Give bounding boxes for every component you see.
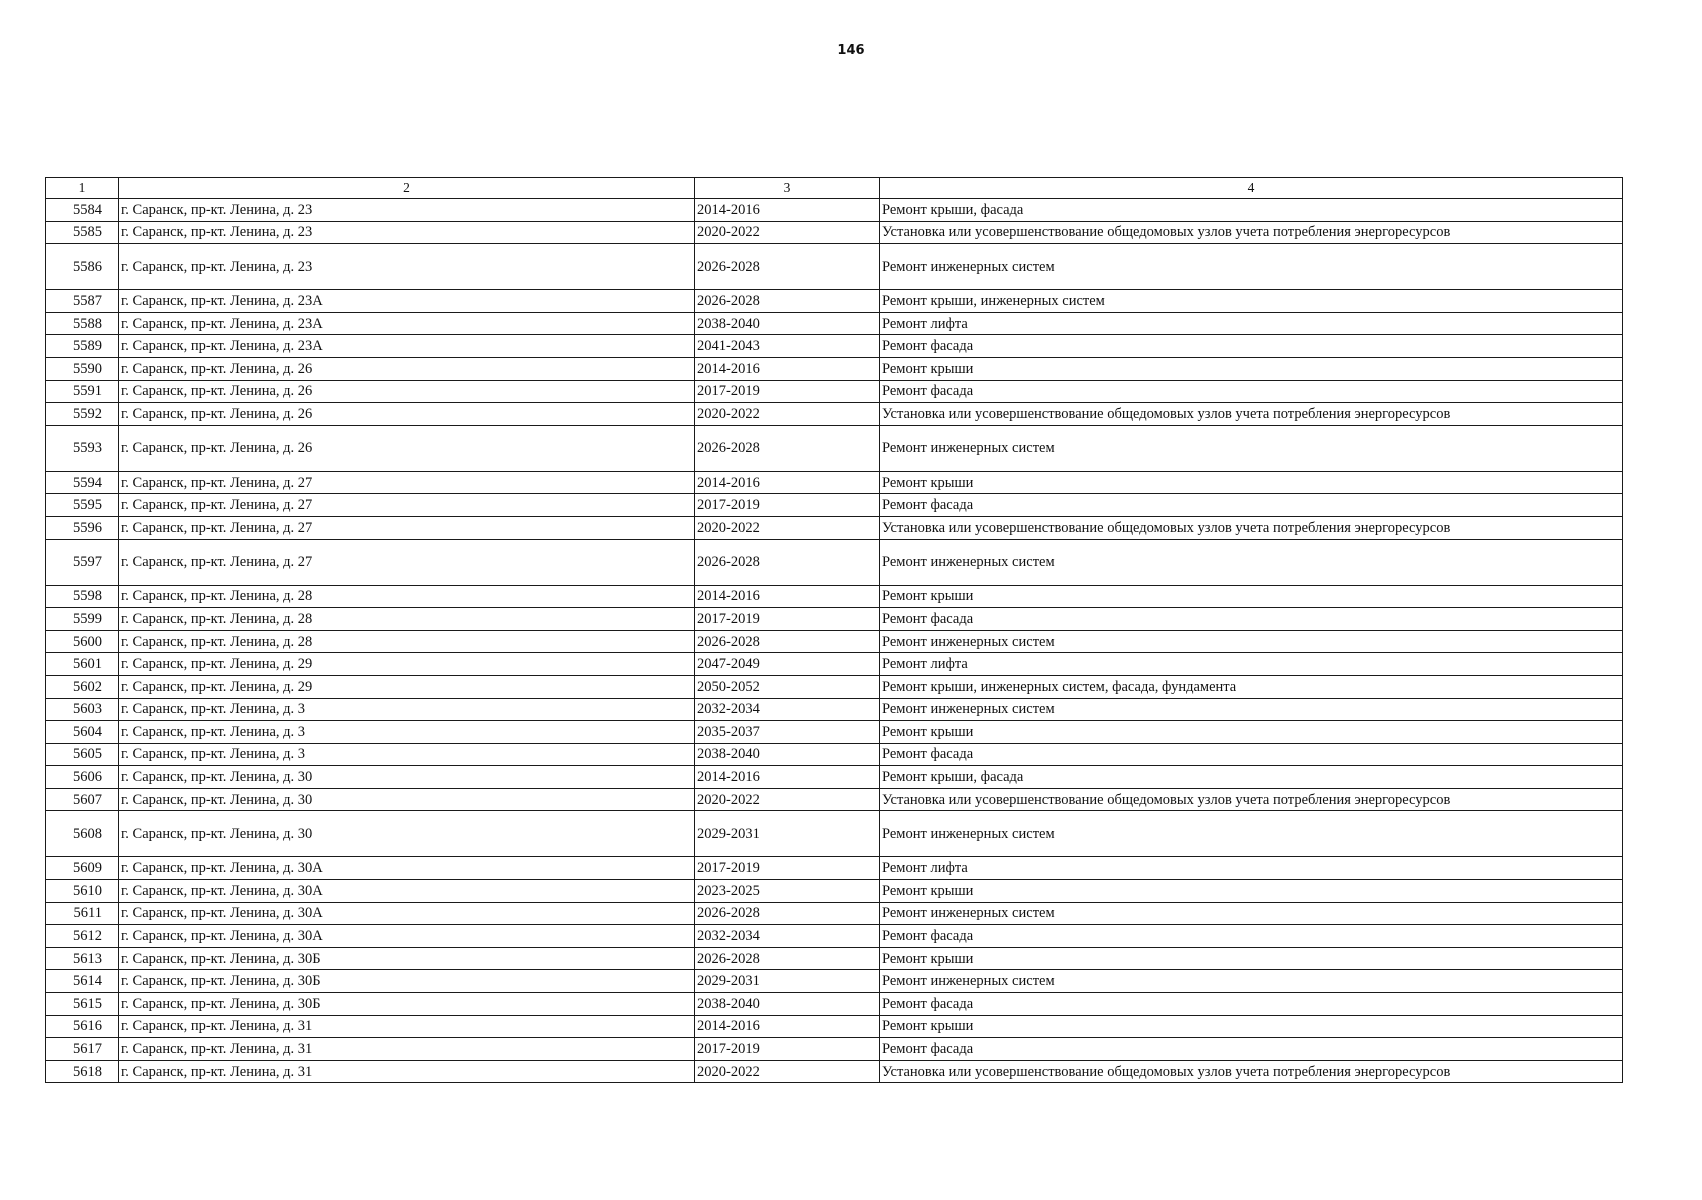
row-address: г. Саранск, пр-кт. Ленина, д. 31 (119, 1015, 695, 1038)
row-period: 2014-2016 (695, 766, 880, 789)
row-number: 5617 (46, 1038, 119, 1061)
row-period: 2038-2040 (695, 993, 880, 1016)
table-row (46, 1060, 1623, 1083)
page-number: 146 (837, 43, 865, 58)
table-row (46, 653, 1623, 676)
row-address: г. Саранск, пр-кт. Ленина, д. 30А (119, 925, 695, 948)
row-period: 2020-2022 (695, 788, 880, 811)
row-period: 2023-2025 (695, 880, 880, 903)
table-row (46, 880, 1623, 903)
row-number: 5590 (46, 357, 119, 380)
table-row (46, 357, 1623, 380)
row-period: 2032-2034 (695, 698, 880, 721)
row-period: 2026-2028 (695, 902, 880, 925)
row-address: г. Саранск, пр-кт. Ленина, д. 3 (119, 721, 695, 744)
table-row (46, 516, 1623, 539)
row-period: 2029-2031 (695, 970, 880, 993)
row-address: г. Саранск, пр-кт. Ленина, д. 30Б (119, 993, 695, 1016)
row-number: 5615 (46, 993, 119, 1016)
row-address: г. Саранск, пр-кт. Ленина, д. 27 (119, 539, 695, 585)
row-work-type: Ремонт лифта (880, 312, 1623, 335)
row-number: 5593 (46, 425, 119, 471)
row-work-type: Ремонт инженерных систем (880, 425, 1623, 471)
row-number: 5598 (46, 585, 119, 608)
table-row (46, 425, 1623, 471)
row-period: 2026-2028 (695, 425, 880, 471)
table-row (46, 1038, 1623, 1061)
row-period: 2014-2016 (695, 357, 880, 380)
row-number: 5600 (46, 630, 119, 653)
row-period: 2017-2019 (695, 380, 880, 403)
row-work-type: Ремонт фасада (880, 925, 1623, 948)
row-address: г. Саранск, пр-кт. Ленина, д. 3 (119, 698, 695, 721)
row-address: г. Саранск, пр-кт. Ленина, д. 30Б (119, 970, 695, 993)
row-number: 5613 (46, 947, 119, 970)
row-address: г. Саранск, пр-кт. Ленина, д. 30А (119, 880, 695, 903)
table-row (46, 902, 1623, 925)
row-number: 5608 (46, 811, 119, 857)
row-number: 5607 (46, 788, 119, 811)
row-work-type: Ремонт лифта (880, 653, 1623, 676)
row-work-type: Установка или усовершенствование общедомовых узлов учета потребления энергоресурсов (880, 788, 1623, 811)
row-period: 2020-2022 (695, 516, 880, 539)
row-period: 2017-2019 (695, 857, 880, 880)
row-work-type: Ремонт инженерных систем (880, 698, 1623, 721)
table-row (46, 743, 1623, 766)
row-work-type: Ремонт инженерных систем (880, 244, 1623, 290)
row-work-type: Ремонт крыши (880, 585, 1623, 608)
row-address: г. Саранск, пр-кт. Ленина, д. 31 (119, 1060, 695, 1083)
table-row (46, 403, 1623, 426)
row-number: 5594 (46, 471, 119, 494)
row-work-type: Ремонт фасада (880, 743, 1623, 766)
row-number: 5610 (46, 880, 119, 903)
row-address: г. Саранск, пр-кт. Ленина, д. 30 (119, 766, 695, 789)
row-work-type: Установка или усовершенствование общедомовых узлов учета потребления энергоресурсов (880, 1060, 1623, 1083)
row-period: 2038-2040 (695, 312, 880, 335)
row-work-type: Ремонт лифта (880, 857, 1623, 880)
row-work-type: Ремонт инженерных систем (880, 811, 1623, 857)
row-period: 2026-2028 (695, 539, 880, 585)
row-number: 5584 (46, 199, 119, 222)
column-header-1: 1 (46, 178, 119, 199)
table-row (46, 675, 1623, 698)
table-row (46, 539, 1623, 585)
row-period: 2020-2022 (695, 1060, 880, 1083)
row-period: 2050-2052 (695, 675, 880, 698)
row-address: г. Саранск, пр-кт. Ленина, д. 23 (119, 199, 695, 222)
row-address: г. Саранск, пр-кт. Ленина, д. 29 (119, 675, 695, 698)
row-period: 2020-2022 (695, 221, 880, 244)
row-work-type: Ремонт фасада (880, 494, 1623, 517)
row-work-type: Ремонт крыши, инженерных систем, фасада, фундамента (880, 675, 1623, 698)
row-number: 5606 (46, 766, 119, 789)
row-address: г. Саранск, пр-кт. Ленина, д. 27 (119, 471, 695, 494)
row-address: г. Саранск, пр-кт. Ленина, д. 23А (119, 335, 695, 358)
table-row (46, 221, 1623, 244)
row-address: г. Саранск, пр-кт. Ленина, д. 26 (119, 380, 695, 403)
table-row (46, 925, 1623, 948)
table-row (46, 494, 1623, 517)
row-work-type: Ремонт фасада (880, 993, 1623, 1016)
row-work-type: Ремонт инженерных систем (880, 630, 1623, 653)
row-number: 5591 (46, 380, 119, 403)
row-address: г. Саранск, пр-кт. Ленина, д. 29 (119, 653, 695, 676)
row-work-type: Ремонт фасада (880, 335, 1623, 358)
row-work-type: Ремонт крыши (880, 880, 1623, 903)
row-address: г. Саранск, пр-кт. Ленина, д. 28 (119, 585, 695, 608)
repair-schedule-table (45, 177, 1623, 1083)
row-period: 2026-2028 (695, 630, 880, 653)
row-work-type: Ремонт фасада (880, 608, 1623, 631)
table-row (46, 312, 1623, 335)
row-address: г. Саранск, пр-кт. Ленина, д. 28 (119, 630, 695, 653)
table-row (46, 811, 1623, 857)
row-work-type: Ремонт инженерных систем (880, 539, 1623, 585)
row-address: г. Саранск, пр-кт. Ленина, д. 31 (119, 1038, 695, 1061)
row-number: 5618 (46, 1060, 119, 1083)
row-work-type: Ремонт крыши (880, 947, 1623, 970)
row-work-type: Установка или усовершенствование общедомовых узлов учета потребления энергоресурсов (880, 221, 1623, 244)
row-work-type: Ремонт фасада (880, 380, 1623, 403)
table-row (46, 630, 1623, 653)
row-number: 5588 (46, 312, 119, 335)
row-period: 2026-2028 (695, 947, 880, 970)
row-work-type: Установка или усовершенствование общедомовых узлов учета потребления энергоресурсов (880, 516, 1623, 539)
row-period: 2041-2043 (695, 335, 880, 358)
table-row (46, 857, 1623, 880)
row-work-type: Установка или усовершенствование общедомовых узлов учета потребления энергоресурсов (880, 403, 1623, 426)
row-period: 2017-2019 (695, 1038, 880, 1061)
column-header-4: 4 (880, 178, 1623, 199)
table-row (46, 585, 1623, 608)
table-row (46, 471, 1623, 494)
row-number: 5611 (46, 902, 119, 925)
row-period: 2014-2016 (695, 199, 880, 222)
table-row (46, 199, 1623, 222)
row-work-type: Ремонт крыши (880, 721, 1623, 744)
table-row (46, 380, 1623, 403)
row-number: 5585 (46, 221, 119, 244)
row-work-type: Ремонт крыши (880, 1015, 1623, 1038)
row-number: 5609 (46, 857, 119, 880)
table-row (46, 721, 1623, 744)
row-number: 5597 (46, 539, 119, 585)
row-work-type: Ремонт крыши, инженерных систем (880, 290, 1623, 313)
table-row (46, 244, 1623, 290)
table-row (46, 970, 1623, 993)
row-period: 2014-2016 (695, 585, 880, 608)
table-row (46, 993, 1623, 1016)
table-row (46, 608, 1623, 631)
row-address: г. Саранск, пр-кт. Ленина, д. 26 (119, 425, 695, 471)
row-address: г. Саранск, пр-кт. Ленина, д. 30А (119, 902, 695, 925)
row-number: 5599 (46, 608, 119, 631)
row-number: 5604 (46, 721, 119, 744)
row-work-type: Ремонт крыши, фасада (880, 766, 1623, 789)
row-period: 2014-2016 (695, 471, 880, 494)
row-period: 2032-2034 (695, 925, 880, 948)
table-header-row (46, 178, 1623, 199)
row-number: 5601 (46, 653, 119, 676)
row-address: г. Саранск, пр-кт. Ленина, д. 28 (119, 608, 695, 631)
column-header-3: 3 (695, 178, 880, 199)
row-period: 2038-2040 (695, 743, 880, 766)
row-period: 2026-2028 (695, 290, 880, 313)
row-address: г. Саранск, пр-кт. Ленина, д. 23А (119, 312, 695, 335)
row-period: 2029-2031 (695, 811, 880, 857)
row-number: 5595 (46, 494, 119, 517)
row-number: 5616 (46, 1015, 119, 1038)
row-work-type: Ремонт инженерных систем (880, 902, 1623, 925)
table-row (46, 698, 1623, 721)
table-row (46, 766, 1623, 789)
row-number: 5603 (46, 698, 119, 721)
row-number: 5589 (46, 335, 119, 358)
row-work-type: Ремонт инженерных систем (880, 970, 1623, 993)
row-period: 2035-2037 (695, 721, 880, 744)
row-address: г. Саранск, пр-кт. Ленина, д. 23 (119, 244, 695, 290)
row-number: 5592 (46, 403, 119, 426)
row-address: г. Саранск, пр-кт. Ленина, д. 30 (119, 788, 695, 811)
table-row (46, 788, 1623, 811)
row-address: г. Саранск, пр-кт. Ленина, д. 30 (119, 811, 695, 857)
row-number: 5605 (46, 743, 119, 766)
row-period: 2017-2019 (695, 608, 880, 631)
row-period: 2020-2022 (695, 403, 880, 426)
row-number: 5612 (46, 925, 119, 948)
row-address: г. Саранск, пр-кт. Ленина, д. 30Б (119, 947, 695, 970)
row-address: г. Саранск, пр-кт. Ленина, д. 23А (119, 290, 695, 313)
row-work-type: Ремонт фасада (880, 1038, 1623, 1061)
row-period: 2047-2049 (695, 653, 880, 676)
row-work-type: Ремонт крыши (880, 357, 1623, 380)
row-number: 5596 (46, 516, 119, 539)
row-address: г. Саранск, пр-кт. Ленина, д. 23 (119, 221, 695, 244)
table-row (46, 947, 1623, 970)
table-row (46, 1015, 1623, 1038)
row-address: г. Саранск, пр-кт. Ленина, д. 3 (119, 743, 695, 766)
row-period: 2026-2028 (695, 244, 880, 290)
row-period: 2014-2016 (695, 1015, 880, 1038)
table-row (46, 335, 1623, 358)
row-address: г. Саранск, пр-кт. Ленина, д. 27 (119, 494, 695, 517)
row-address: г. Саранск, пр-кт. Ленина, д. 30А (119, 857, 695, 880)
row-number: 5602 (46, 675, 119, 698)
row-number: 5614 (46, 970, 119, 993)
table-row (46, 290, 1623, 313)
row-number: 5586 (46, 244, 119, 290)
row-address: г. Саранск, пр-кт. Ленина, д. 26 (119, 403, 695, 426)
table-body (46, 178, 1623, 1083)
row-period: 2017-2019 (695, 494, 880, 517)
row-address: г. Саранск, пр-кт. Ленина, д. 27 (119, 516, 695, 539)
row-work-type: Ремонт крыши, фасада (880, 199, 1623, 222)
row-work-type: Ремонт крыши (880, 471, 1623, 494)
column-header-2: 2 (119, 178, 695, 199)
row-number: 5587 (46, 290, 119, 313)
row-address: г. Саранск, пр-кт. Ленина, д. 26 (119, 357, 695, 380)
